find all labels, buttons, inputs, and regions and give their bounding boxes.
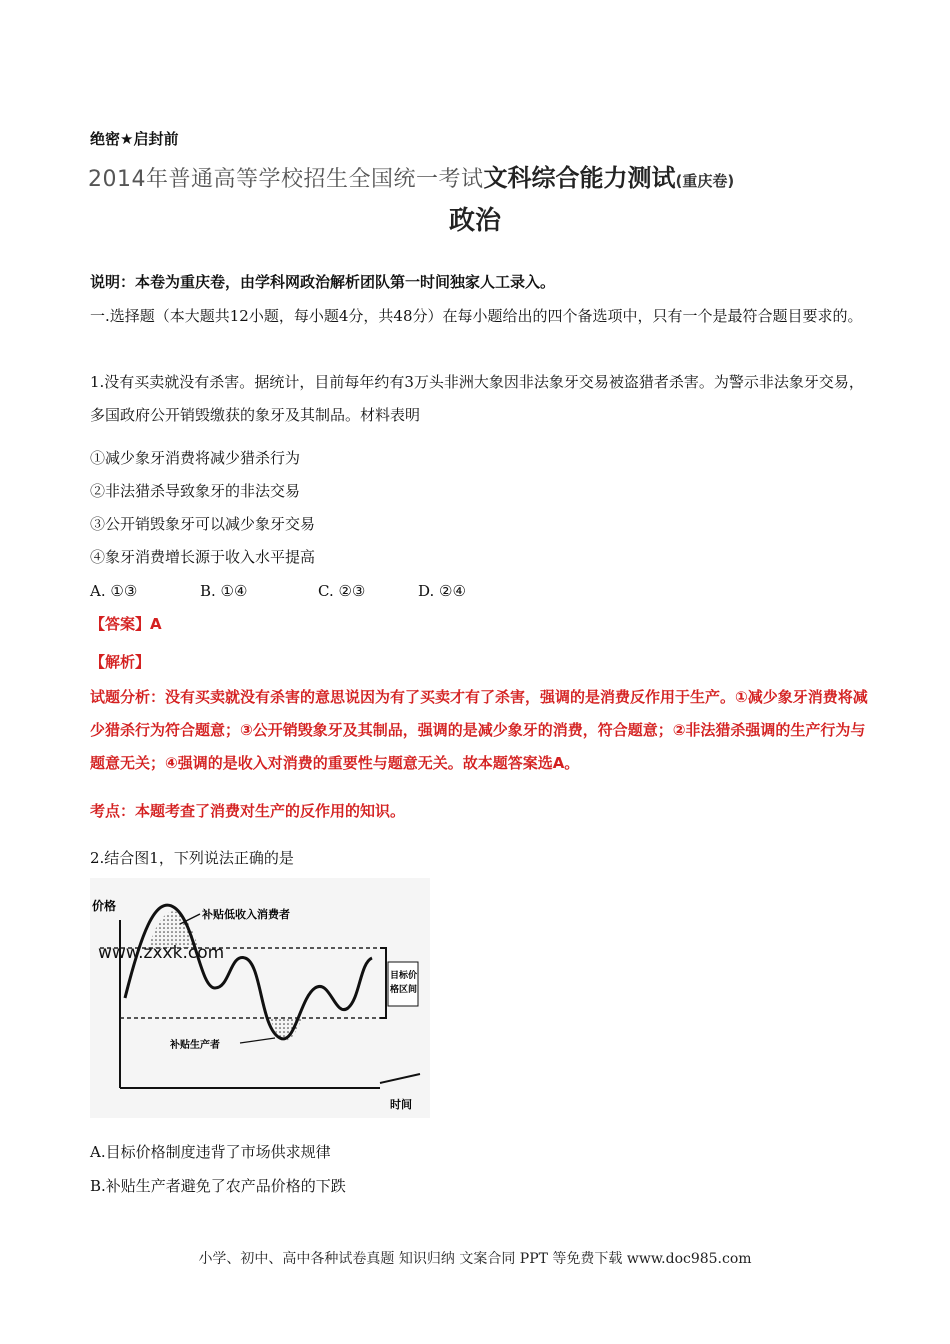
target-band-label: 目标价格区间	[390, 971, 418, 995]
y-axis-label: 价格	[92, 899, 117, 913]
q2-option-a: A.目标价格制度违背了市场供求规律	[90, 1143, 331, 1161]
section-heading: 一.选择题（本大题共12小题，每小题4分，共48分）在每小题给出的四个备选项中，只有一个是最符合题目要求的。	[90, 307, 863, 325]
subject-title: 政治	[448, 206, 501, 236]
question-1-items	[90, 442, 865, 574]
question-1-options	[90, 575, 865, 608]
exam-title-main: 2014年普通高等学校招生全国统一考试	[88, 167, 484, 192]
q1-analysis-label: 【解析】	[90, 653, 151, 671]
q1-option-c: C. ②③	[318, 582, 366, 600]
intro-note: 说明：本卷为重庆卷，由学科网政治解析团队第一时间独家人工录入。	[90, 273, 556, 291]
exam-title	[88, 158, 848, 193]
question-2-stem: 2.结合图1，下列说法正确的是	[90, 849, 294, 867]
q1-item-4: ④象牙消费增长源于收入水平提高	[90, 548, 316, 566]
figure-1-price-chart	[90, 878, 430, 1118]
q1-option-a: A. ①③	[90, 582, 138, 600]
x-axis-label: 时间	[390, 1098, 412, 1111]
q1-answer: 【答案】A	[90, 615, 162, 633]
question-1-stem: 1.没有买卖就没有杀害。据统计，目前每年约有3万头非洲大象因非法象牙交易被盗猎者杀害。为警示非法象牙交易，多国政府公开销毁缴获的象牙及其制品。材料表明	[90, 373, 864, 424]
q1-item-2: ②非法猎杀导致象牙的非法交易	[90, 482, 301, 500]
producer-subsidy-label: 补贴生产者	[170, 1040, 220, 1051]
q2-option-b: B.补贴生产者避免了农产品价格的下跌	[90, 1177, 346, 1195]
q1-item-3: ③公开销毁象牙可以减少象牙交易	[90, 515, 316, 533]
q1-knowledge-point: 考点：本题考查了消费对生产的反作用的知识。	[90, 802, 406, 820]
confidential-label: 绝密★启封前	[90, 130, 179, 148]
q1-analysis-text: 试题分析：没有买卖就没有杀害的意思说因为有了买卖才有了杀害，强调的是消费反作用于生产。①减少象牙消费将减少猎杀行为符合题意；③公开销毁象牙及其制品，强调的是减少象牙的消费，符合题意；②非法猎杀强调的生产行为与题意无关；④强调的是收入对消费的重要性与题意无关。故本题答案选A。	[90, 688, 868, 772]
q1-item-1: ①减少象牙消费将减少猎杀行为	[90, 449, 301, 467]
page-footer: 小学、初中、高中各种试卷真题 知识归纳 文案合同 PPT 等免费下载 www.doc985.com	[198, 1251, 752, 1267]
target-band-box	[388, 962, 418, 1006]
price-chart-svg	[90, 878, 430, 1118]
exam-title-bold: 文科综合能力测试	[483, 164, 676, 192]
q1-option-b: B. ①④	[200, 582, 248, 600]
exam-title-region: (重庆卷)	[675, 172, 735, 190]
watermark-text: www.zxxk.com	[98, 943, 225, 963]
consumer-subsidy-label: 补贴低收入消费者	[202, 908, 290, 921]
q1-option-d: D. ②④	[418, 582, 466, 600]
